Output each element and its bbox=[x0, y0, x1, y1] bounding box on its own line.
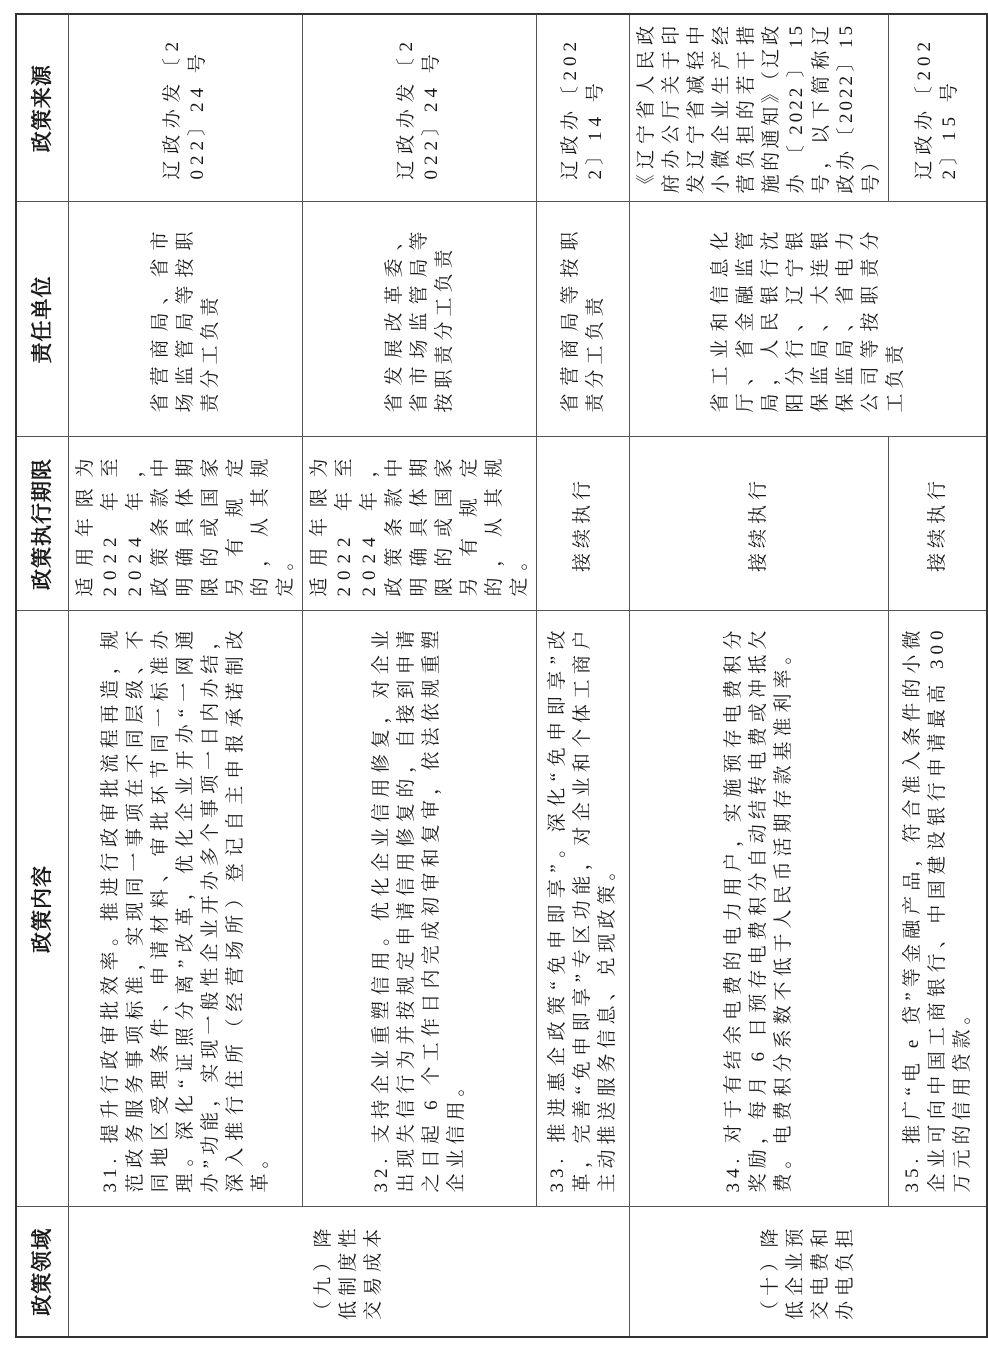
content-cell: 35. 推广“电 e 贷”等金融产品，符合准入条件的小微企业可向中国工商银行、中国建设银行申请最高 300 万元的信用贷款。 bbox=[888, 611, 987, 1207]
table-row bbox=[629, 14, 888, 1337]
content-cell: 34. 对于有结余电费的电力用户，实施预存电费积分奖励，每月 6 日预存电费积分自动结转电费或冲抵欠费。电费积分系数不低于人民币活期存款基准利率。 bbox=[629, 611, 888, 1207]
content-cell: 33. 推进惠企政策“免申即享”。深化“免申即享”改革，完善“免申即享”专区功能，对企业和个体工商户主动推送服务信息、兑现政策。 bbox=[536, 611, 629, 1207]
duration-cell: 接续执行 bbox=[888, 437, 987, 611]
policy-table bbox=[15, 13, 988, 1338]
duration-cell: 接续执行 bbox=[536, 437, 629, 611]
domain-cell: （九）降低制度性交易成本 bbox=[68, 1207, 629, 1337]
unit-cell: 省营商局、省市场监管局等按职责分工负责 bbox=[68, 202, 302, 437]
source-cell: 《辽宁省人民政府办公厅关于印发辽宁省减轻中小微企业生产经营负担的若干措施的通知》（辽政办〔2022〕15 号，以下简称辽政办〔2022〕15 号） bbox=[629, 14, 888, 202]
duration-cell: 接续执行 bbox=[629, 437, 888, 611]
domain-cell: （十）降低企业预交电费和办电负担 bbox=[629, 1207, 987, 1337]
unit-cell: 省发展改革委、省市场监管局等按职责分工负责 bbox=[302, 202, 536, 437]
content-cell: 31. 提升行政审批效率。推进行政审批流程再造，规范政务服务事项标准，实现同一事项在不同层级、不同地区受理条件、申请材料、审批环节同一标准办理。深化“证照分离”改革，优化企业开办“一网通办”功能，实现一般性企业开办多个事项一日内办结，深入推行住所（经营场所）登记自主申报承诺制改革。 bbox=[68, 611, 302, 1207]
header-domain: 政策领域 bbox=[16, 1207, 68, 1337]
source-cell: 辽政办〔2022〕15 号 bbox=[888, 14, 987, 202]
duration-cell: 适用年限为2022 年至 2024 年，政策条款中明确具体期限的或国家另有规定的，从其规定。 bbox=[302, 437, 536, 611]
header-source: 政策来源 bbox=[16, 14, 68, 202]
table-row bbox=[302, 14, 536, 1337]
header-row bbox=[16, 14, 68, 1337]
header-unit: 责任单位 bbox=[16, 202, 68, 437]
header-duration: 政策执行期限 bbox=[16, 437, 68, 611]
unit-cell: 省工业和信息化厅、省金融监管局，人民银行沈阳分行、辽宁银保监局、大连银保监局、省电力公司等按职责分工负责 bbox=[629, 202, 987, 437]
duration-cell: 适用年限为2022 年至 2024 年，政策条款中明确具体期限的或国家另有规定的，从其规定。 bbox=[68, 437, 302, 611]
table-row bbox=[536, 14, 629, 1337]
source-cell: 辽政办发〔2022〕24 号 bbox=[302, 14, 536, 202]
content-cell: 32. 支持企业重塑信用。优化企业信用修复，对企业出现失信行为并按规定申请信用修复的，自接到申请之日起 6 个工作日内完成初审和复审，依法依规重塑企业信用。 bbox=[302, 611, 536, 1207]
source-cell: 辽政办〔2022〕14 号 bbox=[536, 14, 629, 202]
header-content: 政策内容 bbox=[16, 611, 68, 1207]
source-cell: 辽政办发〔2022〕24 号 bbox=[68, 14, 302, 202]
table-row bbox=[68, 14, 302, 1337]
unit-cell: 省营商局等按职责分工负责 bbox=[536, 202, 629, 437]
